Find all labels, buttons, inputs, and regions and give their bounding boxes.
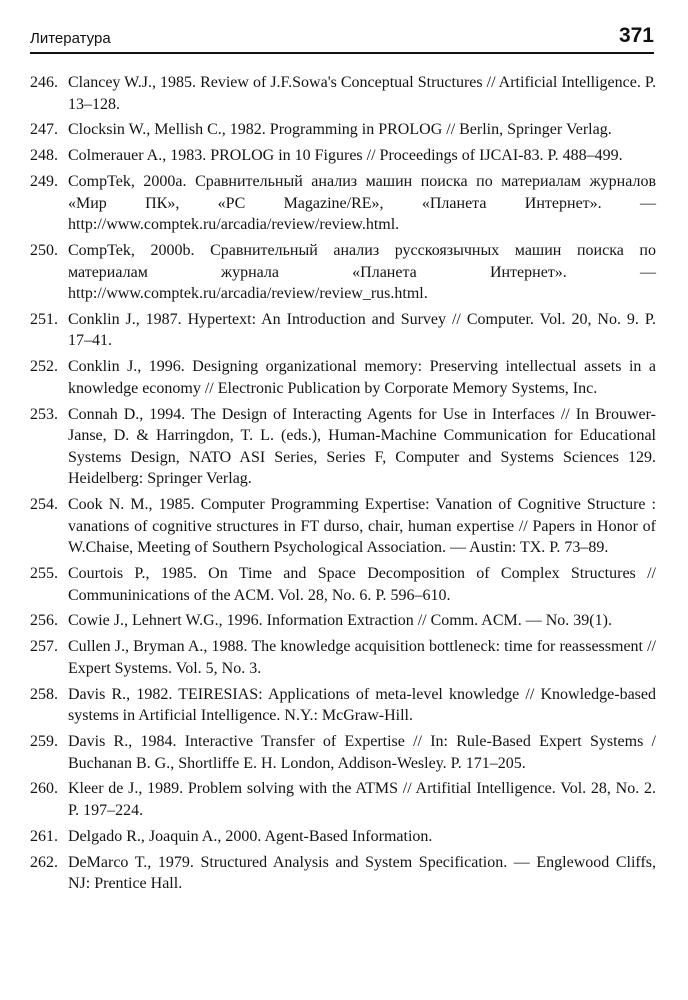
reference-item — [30, 119, 656, 141]
reference-text: Cullen J., Bryman A., 1988. The knowledge acquisition bottleneck: time for reassessment // Expert Systems. Vol. 5, No. 3. — [68, 638, 656, 677]
reference-item — [30, 852, 656, 895]
reference-item — [30, 171, 656, 236]
reference-item — [30, 240, 656, 305]
reference-number: 259. — [30, 733, 58, 751]
reference-number: 250. — [30, 242, 58, 260]
reference-item — [30, 356, 656, 399]
page-number: 371 — [618, 24, 654, 47]
reference-number: 247. — [30, 121, 58, 139]
reference-number: 258. — [30, 685, 58, 703]
reference-item — [30, 826, 656, 848]
reference-text: CompTek, 2000a. Сравнительный анализ машин поиска по материалам журналов «Мир ПК», «PC Magazine/RE», «Планета Интернет». — http://www.comptek.ru/arcadia/review/review.html. — [68, 173, 656, 234]
reference-text: Davis R., 1982. TEIRESIAS: Applications of meta-level knowledge // Knowledge-based systems in Artificial Intelligence. N.Y.: McGraw-Hill. — [68, 685, 656, 725]
reference-item — [30, 636, 656, 679]
reference-text: Conklin J., 1987. Hypertext: An Introduction and Survey // Computer. Vol. 20, No. 9. P. 17–41. — [68, 310, 656, 350]
reference-text: Davis R., 1984. Interactive Transfer of Expertise // In: Rule-Based Expert Systems / Buchanan B. G., Shortliffe E. H. London, Addison-Wesley. P. 171–205. — [68, 733, 656, 772]
reference-number: 246. — [30, 74, 58, 91]
reference-text: Courtois P., 1985. On Time and Space Decomposition of Complex Structures // Communinications of the ACM. Vol. 28, No. 6. P. 596–610. — [68, 565, 656, 604]
reference-number: 253. — [30, 405, 58, 423]
section-title: Литература — [30, 30, 111, 47]
reference-text: Delgado R., Joaquin A., 2000. Agent-Based Information. — [68, 827, 433, 845]
reference-number: 248. — [30, 147, 58, 165]
reference-number: 256. — [30, 612, 58, 630]
reference-item — [30, 404, 656, 490]
reference-number: 260. — [30, 780, 58, 798]
reference-item — [30, 610, 656, 632]
reference-number: 255. — [30, 565, 58, 583]
reference-number: 249. — [30, 173, 58, 191]
reference-number: 254. — [30, 496, 58, 514]
reference-number: 251. — [30, 310, 58, 328]
reference-number: 257. — [30, 638, 58, 656]
reference-item — [30, 563, 656, 606]
reference-text: Kleer de J., 1989. Problem solving with the ATMS // Artifitial Intelligence. Vol. 28, No. 2. P. 197–224. — [68, 780, 656, 819]
reference-item — [30, 145, 656, 167]
reference-text: Cowie J., Lehnert W.G., 1996. Information Extraction // Comm. ACM. — No. 39(1). — [68, 612, 612, 630]
reference-text: CompTek, 2000b. Сравнительный анализ русскоязычных машин поиска по материалам журнала «Планета Интернет». — http://www.comptek.ru/arcadia/review/review_rus.html. — [68, 242, 656, 303]
reference-item — [30, 494, 656, 559]
reference-text: DeMarco T., 1979. Structured Analysis and System Specification. — Englewood Cliffs, NJ: Prentice Hall. — [68, 853, 656, 893]
reference-text: Colmerauer A., 1983. PROLOG in 10 Figures // Proceedings of IJCAI-83. P. 488–499. — [68, 147, 623, 165]
reference-text: Conklin J., 1996. Designing organizational memory: Preserving intellectual assets in a knowledge economy // Electronic Publication by Corporate Memory Systems, Inc. — [68, 358, 656, 397]
reference-text: Clocksin W., Mellish C., 1982. Programming in PROLOG // Berlin, Springer Verlag. — [68, 121, 612, 139]
reference-number: 252. — [30, 358, 58, 376]
reference-number: 262. — [30, 853, 58, 871]
reference-number: 261. — [30, 827, 58, 845]
reference-list — [30, 72, 656, 899]
reference-text: Connah D., 1994. The Design of Interacting Agents for Use in Interfaces // In Brouwer-Janse, D. & Harringdon, T. L. (eds.), Human-Machine Communication for Educational Systems Design, NATO ASI Series, Series F, Computer and Systems Sciences 129. Heidelberg: Springer Verlag. — [68, 405, 656, 488]
running-header — [30, 22, 654, 54]
reference-item — [30, 731, 656, 774]
reference-item — [30, 309, 656, 352]
reference-item — [30, 72, 656, 115]
reference-text: Clancey W.J., 1985. Review of J.F.Sowa's Conceptual Structures // Artificial Intelligence. P. 13–128. — [68, 74, 656, 113]
reference-item — [30, 778, 656, 821]
reference-item — [30, 684, 656, 727]
reference-text: Cook N. M., 1985. Computer Programming Expertise: Vanation of Cognitive Structure : vanations of cognitive structures in FT durso, chair, human expertise // Papers in Honor of W.Chaise, Meeting of Southern Psychological Association. — Austin: TX. P. 73–89. — [68, 496, 656, 557]
